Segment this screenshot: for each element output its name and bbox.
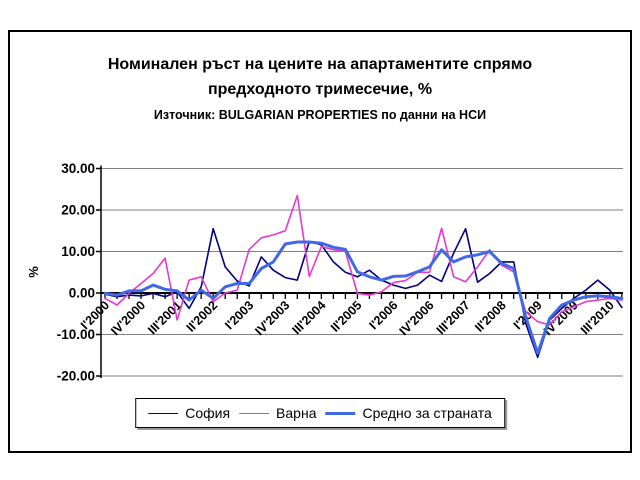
legend-line-swatch-sofia [148, 413, 178, 414]
legend-label-varna: Варна [276, 405, 317, 421]
x-tick-label-group [472, 298, 509, 335]
legend-line-swatch-average [325, 412, 355, 415]
x-tick-label: I'2006 [366, 298, 401, 333]
x-tick-label: IV'2009 [540, 298, 581, 339]
legend-item-sofia [148, 405, 230, 421]
y-tick-label: 30.00 [61, 161, 95, 176]
series-line-varna [105, 196, 622, 326]
x-tick-label: IV'2003 [252, 298, 293, 339]
x-tick-label: I'2009 [510, 298, 545, 333]
x-tick-label-group [222, 298, 256, 332]
x-tick-label-group [184, 298, 221, 335]
x-tick-label: II'2008 [472, 298, 509, 335]
legend-item-varna [239, 405, 316, 421]
x-tick-label-group [397, 298, 437, 338]
x-tick-label: IV'2006 [396, 298, 437, 339]
x-tick-label-group [434, 298, 473, 337]
y-tick-label: -20.00 [56, 368, 95, 384]
x-tick-label: III'2007 [433, 298, 473, 338]
x-tick-label-group [366, 298, 400, 332]
x-tick-label: II'2005 [327, 298, 365, 335]
chart-source: Източник: BULGARIAN PROPERTIES по данни на НСИ [153, 108, 487, 122]
legend-line-swatch-varna [239, 413, 269, 414]
series-line-average [105, 242, 622, 353]
y-axis-title-group [26, 266, 41, 278]
y-tick-label: 20.00 [61, 202, 95, 218]
chart-legend [135, 398, 505, 428]
x-tick-label: I'2003 [222, 298, 257, 333]
x-tick-label: III'2004 [289, 298, 329, 338]
y-tick-label: -10.00 [56, 327, 95, 342]
x-tick-label: II'2002 [183, 298, 221, 335]
y-tick-label: 10.00 [61, 244, 95, 259]
chart-title-line2: предходното тримесечие, % [207, 81, 433, 98]
chart-title-line1: Номинален ръст на цените на апартаментите спрямо [107, 56, 533, 73]
y-axis-title: % [26, 266, 41, 278]
x-tick-label-group [252, 298, 292, 338]
x-tick-label-group [328, 298, 365, 335]
x-tick-label-group [578, 298, 617, 337]
legend-label-average: Средно за страната [362, 405, 492, 421]
x-tick-label: IV'2000 [108, 298, 149, 339]
legend-label-sofia: София [185, 405, 231, 421]
x-tick-label-group [289, 298, 328, 337]
x-tick-label: III'2001 [145, 298, 185, 338]
x-tick-label: III'2010 [577, 298, 617, 338]
x-tick-label: I'2000 [77, 298, 113, 333]
y-tick-label: 0.00 [68, 285, 95, 301]
legend-item-average [325, 405, 491, 421]
x-tick-label-group [78, 298, 112, 332]
